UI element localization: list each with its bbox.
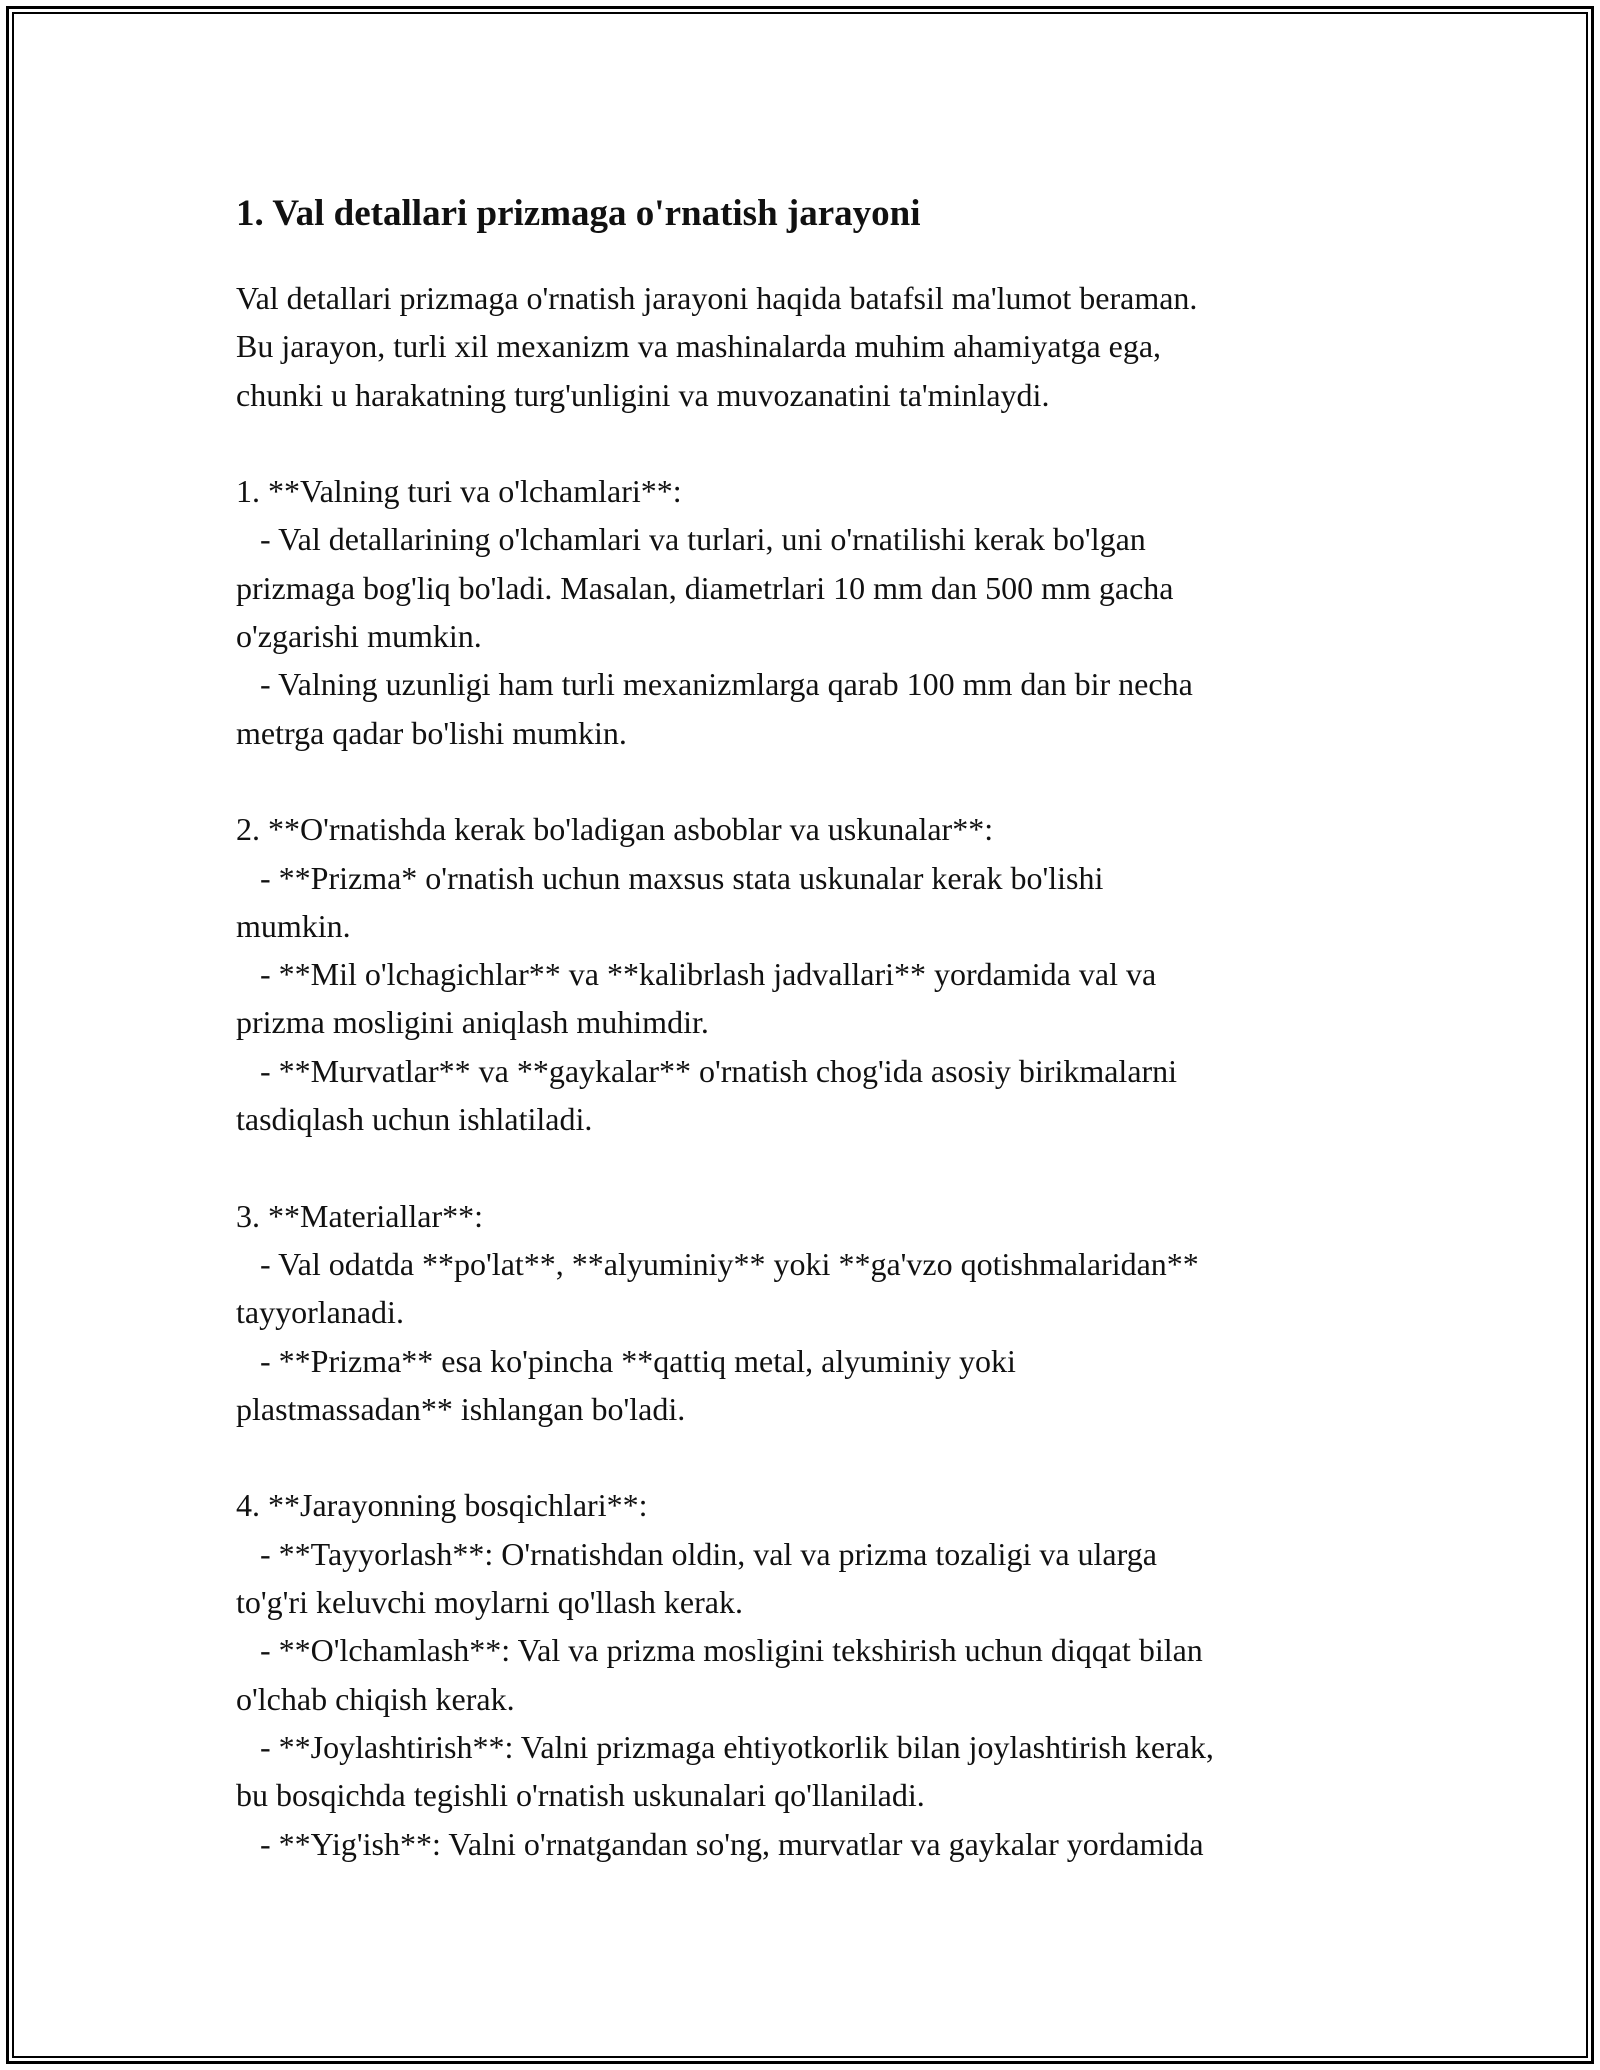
document-title: 1. Val detallari prizmaga o'rnatish jarayoni <box>236 193 921 234</box>
blank-line <box>236 757 1386 805</box>
section-4-process-stages: 4. **Jarayonning bosqichlari**: - **Tayyorlash**: O'rnatishdan oldin, val va prizma tozaligi va ularga to'g'ri keluvchi moylarni qo'llash kerak. - **O'lchamlash**: Val va prizma mosligini tekshirish uchun diqqat bilan o'lchab chiqish kerak. - **Joylashtirish**: Valni prizmaga ehtiyotkorlik bilan joylashtirish kerak, bu bosqichda tegishli o'rnatish uskunalari qo'llaniladi. - **Yig'ish**: Valni o'rnatgandan so'ng, murvatlar va gaykalar yordamida <box>236 1487 1214 1862</box>
section-3-materials: 3. **Materiallar**: - Val odatda **po'lat**, **alyuminiy** yoki **ga'vzo qotishmalaridan** tayyorlanadi. - **Prizma** esa ko'pincha **qattiq metal, alyuminiy yoki plastmassadan** ishlangan bo'ladi. <box>236 1197 1199 1427</box>
intro-paragraph: Val detallari prizmaga o'rnatish jarayoni haqida batafsil ma'lumot beraman. Bu jarayon, turli xil mexanizm va mashinalarda muhim ahamiyatga ega, chunki u harakatning turg'unligini va muvozanatini ta'minlaydi. <box>236 280 1198 413</box>
blank-line <box>236 419 1386 467</box>
section-1-shaft-types: 1. **Valning turi va o'lchamlari**: - Val detallarining o'lchamlari va turlari, uni o'rnatilishi kerak bo'lgan prizmaga bog'liq bo'ladi. Masalan, diametrlari 10 mm dan 500 mm gacha o'zgarishi mumkin. - Valning uzunligi ham turli mexanizmlarga qarab 100 mm dan bir necha metrga qadar bo'lishi mumkin. <box>236 473 1193 751</box>
document-body <box>236 188 1386 1868</box>
blank-line <box>236 1143 1386 1191</box>
section-2-tools: 2. **O'rnatishda kerak bo'ladigan asboblar va uskunalar**: - **Prizma* o'rnatish uchun maxsus stata uskunalar kerak bo'lishi mumkin. - **Mil o'lchagichlar** va **kalibrlash jadvallari** yordamida val va prizma mosligini aniqlash muhimdir. - **Murvatlar** va **gaykalar** o'rnatish chog'ida asosiy birikmalarni tasdiqlash uchun ishlatiladi. <box>236 811 1178 1138</box>
blank-line <box>236 1433 1386 1481</box>
